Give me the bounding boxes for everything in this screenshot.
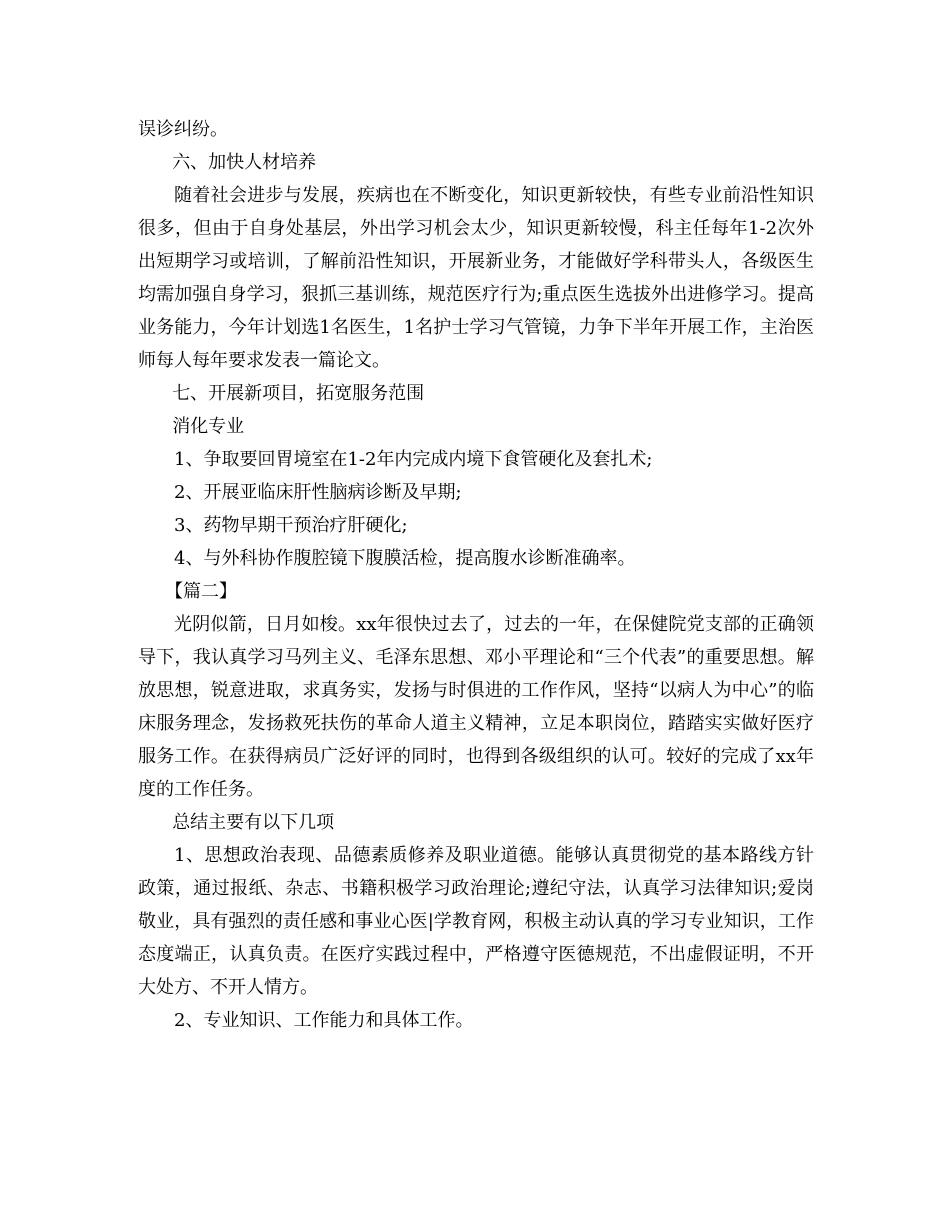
paragraph-talent-training: 随着社会进步与发展，疾病也在不断变化，知识更新较快，有些专业前沿性知识很多，但由于自身处基层，外出学习机会太少，知识更新较慢，科主任每年1-2次外出短期学习或培训，了解前沿性知识，开展新业务，才能做好学科带头人，各级医生均需加强自身学习，狠抓三基训练，规范医疗行为;重点医生选拔外出进修学习。提高业务能力，今年计划选1名医生，1名护士学习气管镜，力争下半年开展工作，主治医师每人每年要求发表一篇论文。 [138, 185, 814, 371]
list-item-2: 2、开展亚临床肝性脑病诊断及早期; [174, 482, 462, 503]
list-item-3: 3、药物早期干预治疗肝硬化; [174, 515, 408, 536]
document-body [138, 113, 814, 1037]
section-heading-new-projects: 七、开展新项目，拓宽服务范围 [172, 383, 425, 404]
section-heading-talent-training: 六、加快人材培养 [172, 152, 317, 173]
paragraph-professional-knowledge: 2、专业知识、工作能力和具体工作。 [174, 1010, 474, 1031]
paragraph-part-two-intro: 光阴似箭，日月如梭。xx年很快过去了，过去的一年，在保健院党支部的正确领导下，我认真学习马列主义、毛泽东思想、邓小平理论和“三个代表”的重要思想。解放思想，锐意进取，求真务实，发扬与时俱进的工作作风，坚持“以病人为中心”的临床服务理念，发扬救死扶伤的革命人道主义精神，立足本职岗位，踏踏实实做好医疗服务工作。在获得病员广泛好评的同时，也得到各级组织的认可。较好的完成了xx年度的工作任务。 [138, 614, 814, 800]
list-item-1: 1、争取要回胃境室在1-2年内完成内境下食管硬化及套扎术; [174, 449, 653, 470]
list-item-4: 4、与外科协作腹腔镜下腹膜活检，提高腹水诊断准确率。 [174, 548, 636, 569]
summary-heading: 总结主要有以下几项 [172, 812, 335, 833]
paragraph-political-performance: 1、思想政治表现、品德素质修养及职业道德。能够认真贯彻党的基本路线方针政策，通过报纸、杂志、书籍积极学习政治理论;遵纪守法，认真学习法律知识;爱岗敬业，具有强烈的责任感和事业心医|学教育网，积极主动认真的学习专业知识，工作态度端正，认真负责。在医疗实践过程中，严格遵守医德规范，不出虚假证明，不开大处方、不开人情方。 [138, 845, 815, 998]
part-two-heading: 【篇二】 [165, 581, 237, 602]
subheading-digestive: 消化专业 [172, 416, 245, 437]
paragraph-1: 误诊纠纷。 [138, 119, 228, 140]
